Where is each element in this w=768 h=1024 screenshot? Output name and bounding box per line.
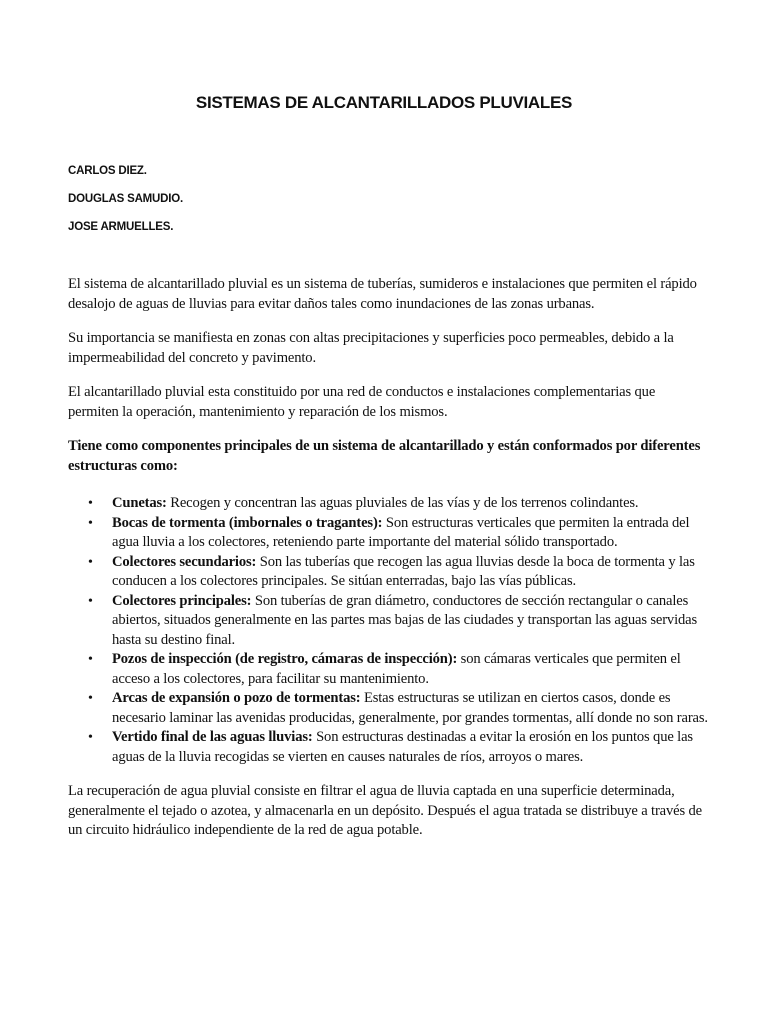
component-item-bocas-de-tormenta [112, 514, 708, 553]
author-name: JOSE ARMUELLES. [68, 221, 174, 233]
component-description: Son estructuras destinadas a evitar la erosión en los puntos que las aguas de la lluvia recogidas se vierten en causes naturales de ríos, arroyos o mares. [112, 729, 693, 765]
component-item-cunetas [112, 494, 708, 514]
component-term: Pozos de inspección (de registro, cámaras de inspección): [112, 651, 458, 667]
author-name: DOUGLAS SAMUDIO. [68, 193, 183, 205]
component-description: Son las tuberías que recogen las agua lluvias desde la boca de tormenta y las conducen a los colectores principales. Se sitúan enterradas, bajo las vías públicas. [112, 553, 695, 589]
component-term: Vertido final de las aguas lluvias: [112, 729, 313, 745]
component-term: Cunetas: [112, 495, 167, 511]
components-list [68, 494, 708, 767]
closing-paragraph: La recuperación de agua pluvial consiste en filtrar el agua de lluvia captada en una superficie determinada, generalmente el tejado o azotea, y almacenarla en un depósito. Después el agua tratada se distribuye a través de un circuito hidráulico independiente de la red de agua potable. [68, 783, 702, 838]
component-term: Bocas de tormenta (imbornales o tragantes): [112, 514, 383, 531]
component-item-vertido-final [112, 728, 708, 767]
document-title: SISTEMAS DE ALCANTARILLADOS PLUVIALES [195, 93, 573, 112]
component-term: Arcas de expansión o pozo de tormentas: [112, 690, 361, 706]
component-description: son cámaras verticales que permiten el acceso a los colectores, para facilitar su mantenimiento. [112, 651, 681, 687]
component-term: Colectores secundarios: [112, 553, 257, 570]
component-item-colectores-secundarios [112, 553, 708, 592]
component-description: Son tuberías de gran diámetro, conductores de sección rectangular o canales abiertos, situados generalmente en las partes mas bajas de las ciudades y transportan las aguas servidas hasta su destino final. [112, 592, 697, 648]
component-item-arcas-de-expansion [112, 689, 708, 728]
component-item-colectores-principales [112, 592, 708, 651]
component-item-pozos-de-inspeccion [112, 650, 708, 689]
document-body [68, 275, 708, 856]
network-paragraph: El alcantarillado pluvial esta constituido por una red de conductos e instalaciones complementarias que permiten la operación, mantenimiento y reparación de los mismos. [68, 384, 656, 420]
importance-paragraph: Su importancia se manifiesta en zonas con altas precipitaciones y superficies poco permeables, debido a la impermeabilidad del concreto y pavimento. [68, 330, 674, 366]
author-list [68, 162, 183, 246]
component-description: Recogen y concentran las aguas pluviales de las vías y de los terrenos colindantes. [166, 495, 639, 511]
components-heading: Tiene como componentes principales de un sistema de alcantarillado y están conformados por diferentes estructuras como: [68, 438, 701, 474]
component-description: Estas estructuras se utilizan en ciertos casos, donde es necesario laminar las avenidas producidas, generalmente, por grandes tormentas, allí donde no son raras. [112, 690, 708, 726]
component-description: Son estructuras verticales que permiten la entrada del agua lluvia a los colectores, reteniendo parte importante del material sólido transportado. [112, 514, 690, 550]
intro-paragraph: El sistema de alcantarillado pluvial es un sistema de tuberías, sumideros e instalaciones que permiten el rápido desalojo de aguas de lluvias para evitar daños tales como inundaciones de las zonas urbanas. [68, 276, 697, 312]
component-term: Colectores principales: [112, 592, 252, 609]
author-name: CARLOS DIEZ. [68, 165, 147, 177]
